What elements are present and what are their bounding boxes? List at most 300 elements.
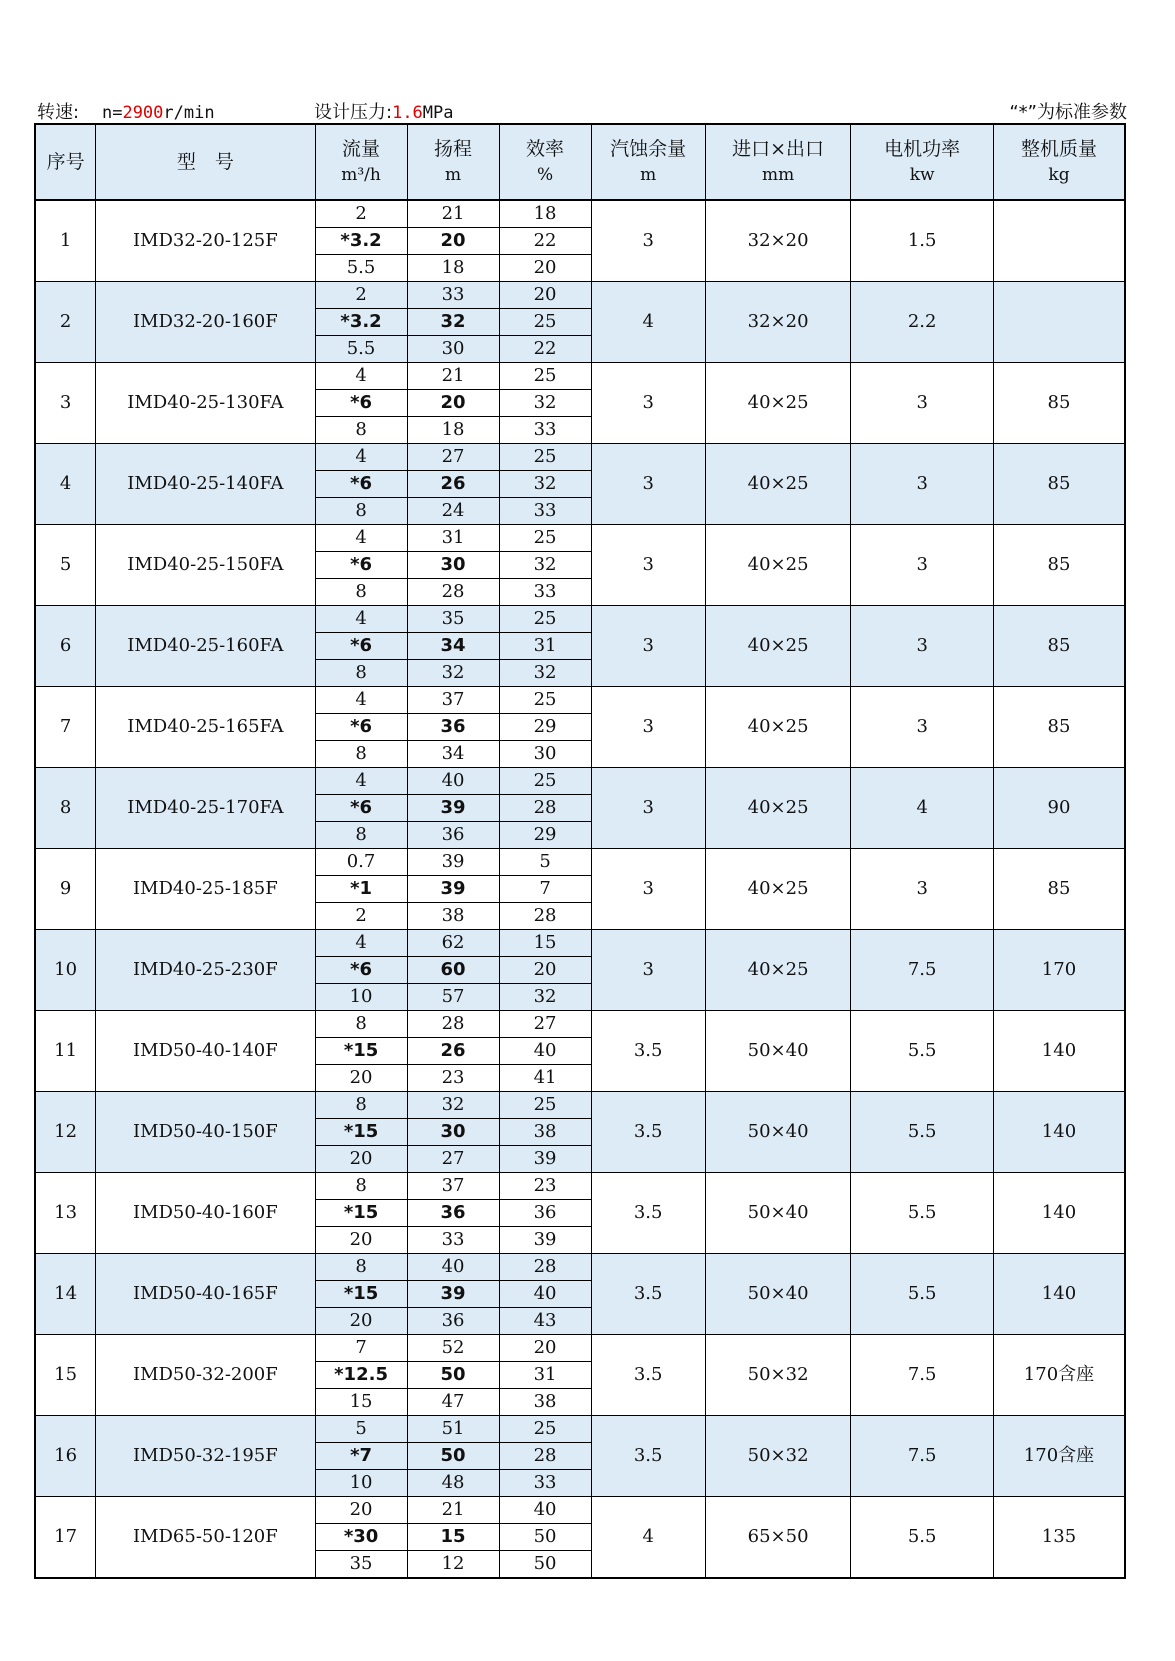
efficiency-cell: 39 (499, 1146, 591, 1173)
head-cell: 39 (407, 849, 499, 876)
efficiency-cell: 25 (499, 1092, 591, 1119)
inlet-outlet-cell: 40×25 (705, 849, 851, 930)
efficiency-cell: 41 (499, 1065, 591, 1092)
flow-cell: 2 (315, 903, 407, 930)
column-unit: m (640, 165, 657, 185)
head-cell: 36 (407, 822, 499, 849)
efficiency-cell: 28 (499, 1254, 591, 1281)
table-row (35, 282, 1125, 309)
head-cell: 51 (407, 1416, 499, 1443)
efficiency-cell: 29 (499, 714, 591, 741)
flow-cell: 8 (315, 741, 407, 768)
npsh-cell: 3.5 (591, 1416, 705, 1497)
mass-cell: 140 (993, 1011, 1125, 1092)
efficiency-cell: 33 (499, 498, 591, 525)
head-cell: 39 (407, 795, 499, 822)
row-number: 17 (35, 1497, 96, 1579)
motor-power-cell: 5.5 (851, 1497, 994, 1579)
inlet-outlet-cell: 50×40 (705, 1173, 851, 1254)
row-number: 3 (35, 363, 96, 444)
table-row (35, 200, 1125, 228)
flow-cell: *6 (315, 957, 407, 984)
flow-cell: *15 (315, 1119, 407, 1146)
pressure-spec (314, 98, 454, 124)
flow-cell: 4 (315, 606, 407, 633)
head-cell: 30 (407, 336, 499, 363)
head-cell: 32 (407, 660, 499, 687)
motor-power-cell: 4 (851, 768, 994, 849)
column-label: 扬程 (434, 138, 473, 160)
head-cell: 23 (407, 1065, 499, 1092)
flow-cell: 10 (315, 984, 407, 1011)
efficiency-cell: 31 (499, 1362, 591, 1389)
efficiency-cell: 31 (499, 633, 591, 660)
mass-cell: 90 (993, 768, 1125, 849)
mass-cell: 85 (993, 363, 1125, 444)
head-cell: 39 (407, 1281, 499, 1308)
table-row (35, 768, 1125, 795)
head-cell: 36 (407, 1308, 499, 1335)
row-number: 5 (35, 525, 96, 606)
flow-cell: 8 (315, 822, 407, 849)
npsh-cell: 3 (591, 525, 705, 606)
flow-cell: 4 (315, 687, 407, 714)
flow-cell: 4 (315, 444, 407, 471)
flow-cell: 35 (315, 1551, 407, 1579)
efficiency-cell: 7 (499, 876, 591, 903)
efficiency-cell: 33 (499, 417, 591, 444)
efficiency-cell: 36 (499, 1200, 591, 1227)
head-cell: 30 (407, 552, 499, 579)
table-row (35, 606, 1125, 633)
efficiency-cell: 25 (499, 768, 591, 795)
head-cell: 27 (407, 1146, 499, 1173)
efficiency-cell: 25 (499, 309, 591, 336)
npsh-cell: 3.5 (591, 1254, 705, 1335)
efficiency-cell: 25 (499, 606, 591, 633)
table-row (35, 444, 1125, 471)
head-cell: 26 (407, 1038, 499, 1065)
column-label: 进口×出口 (732, 138, 825, 160)
mass-cell: 85 (993, 525, 1125, 606)
column-unit: kw (909, 165, 935, 185)
mass-cell: 85 (993, 444, 1125, 525)
npsh-cell: 3 (591, 849, 705, 930)
head-cell: 18 (407, 255, 499, 282)
flow-cell: 2 (315, 200, 407, 228)
head-cell: 36 (407, 1200, 499, 1227)
efficiency-cell: 18 (499, 200, 591, 228)
head-cell: 48 (407, 1470, 499, 1497)
table-header-row (35, 124, 1125, 200)
head-cell: 47 (407, 1389, 499, 1416)
table-row (35, 1092, 1125, 1119)
flow-cell: *6 (315, 552, 407, 579)
efficiency-cell: 25 (499, 1416, 591, 1443)
row-number: 10 (35, 930, 96, 1011)
flow-cell: 8 (315, 1011, 407, 1038)
inlet-outlet-cell: 50×32 (705, 1416, 851, 1497)
pump-spec-table (34, 123, 1126, 1579)
column-label: 汽蚀余量 (610, 138, 687, 160)
flow-cell: *7 (315, 1443, 407, 1470)
head-cell: 32 (407, 1092, 499, 1119)
inlet-outlet-cell: 50×40 (705, 1254, 851, 1335)
flow-cell: *1 (315, 876, 407, 903)
head-cell: 20 (407, 390, 499, 417)
inlet-outlet-cell: 32×20 (705, 282, 851, 363)
efficiency-cell: 32 (499, 660, 591, 687)
model-cell: IMD50-32-195F (96, 1416, 315, 1497)
motor-power-cell: 7.5 (851, 930, 994, 1011)
efficiency-cell: 25 (499, 363, 591, 390)
inlet-outlet-cell: 40×25 (705, 363, 851, 444)
mass-cell: 85 (993, 849, 1125, 930)
flow-cell: 15 (315, 1389, 407, 1416)
mass-cell (993, 200, 1125, 282)
inlet-outlet-cell: 40×25 (705, 768, 851, 849)
motor-power-cell: 5.5 (851, 1254, 994, 1335)
flow-cell: 4 (315, 363, 407, 390)
speed-value: 2900 (122, 103, 164, 123)
head-cell: 50 (407, 1443, 499, 1470)
inlet-outlet-cell: 40×25 (705, 525, 851, 606)
flow-cell: *3.2 (315, 309, 407, 336)
model-cell: IMD50-40-140F (96, 1011, 315, 1092)
npsh-cell: 3.5 (591, 1092, 705, 1173)
inlet-outlet-cell: 50×32 (705, 1335, 851, 1416)
efficiency-cell: 32 (499, 390, 591, 417)
mass-cell: 140 (993, 1092, 1125, 1173)
motor-power-cell: 7.5 (851, 1416, 994, 1497)
inlet-outlet-cell: 40×25 (705, 930, 851, 1011)
head-cell: 12 (407, 1551, 499, 1579)
mass-cell: 135 (993, 1497, 1125, 1579)
motor-power-cell: 3 (851, 606, 994, 687)
efficiency-cell: 27 (499, 1011, 591, 1038)
npsh-cell: 3 (591, 606, 705, 687)
column-label: 整机质量 (1020, 138, 1097, 160)
standard-note: “*”为标准参数 (1009, 102, 1127, 123)
pressure-label: 设计压力: (314, 102, 393, 123)
npsh-cell: 3.5 (591, 1335, 705, 1416)
head-cell: 24 (407, 498, 499, 525)
row-number: 9 (35, 849, 96, 930)
head-cell: 15 (407, 1524, 499, 1551)
col-model-header (96, 124, 315, 200)
head-cell: 38 (407, 903, 499, 930)
column-unit: m (445, 165, 462, 185)
motor-power-cell: 2.2 (851, 282, 994, 363)
efficiency-cell: 5 (499, 849, 591, 876)
flow-cell: 5.5 (315, 255, 407, 282)
mass-cell: 170含座 (993, 1416, 1125, 1497)
npsh-cell: 3.5 (591, 1011, 705, 1092)
flow-cell: *15 (315, 1200, 407, 1227)
flow-cell: *15 (315, 1281, 407, 1308)
flow-cell: 8 (315, 1173, 407, 1200)
head-cell: 35 (407, 606, 499, 633)
table-row (35, 930, 1125, 957)
col-mass-header (993, 124, 1125, 200)
efficiency-cell: 20 (499, 255, 591, 282)
head-cell: 33 (407, 1227, 499, 1254)
flow-cell: 20 (315, 1308, 407, 1335)
efficiency-cell: 28 (499, 903, 591, 930)
inlet-outlet-cell: 40×25 (705, 444, 851, 525)
model-cell: IMD40-25-140FA (96, 444, 315, 525)
mass-cell: 140 (993, 1173, 1125, 1254)
efficiency-cell: 43 (499, 1308, 591, 1335)
npsh-cell: 3 (591, 363, 705, 444)
efficiency-cell: 38 (499, 1389, 591, 1416)
motor-power-cell: 3 (851, 363, 994, 444)
motor-power-cell: 3 (851, 444, 994, 525)
efficiency-cell: 20 (499, 282, 591, 309)
efficiency-cell: 33 (499, 1470, 591, 1497)
flow-cell: 20 (315, 1065, 407, 1092)
model-cell: IMD40-25-150FA (96, 525, 315, 606)
column-label: 电机功率 (884, 138, 961, 160)
flow-cell: 4 (315, 768, 407, 795)
head-cell: 37 (407, 687, 499, 714)
efficiency-cell: 40 (499, 1497, 591, 1524)
efficiency-cell: 40 (499, 1038, 591, 1065)
table-row (35, 1011, 1125, 1038)
head-cell: 50 (407, 1362, 499, 1389)
flow-cell: *6 (315, 390, 407, 417)
model-cell: IMD40-25-185F (96, 849, 315, 930)
npsh-cell: 3 (591, 930, 705, 1011)
head-cell: 36 (407, 714, 499, 741)
inlet-outlet-cell: 40×25 (705, 687, 851, 768)
flow-cell: *6 (315, 471, 407, 498)
row-number: 13 (35, 1173, 96, 1254)
model-cell: IMD40-25-165FA (96, 687, 315, 768)
npsh-cell: 3 (591, 687, 705, 768)
head-cell: 21 (407, 200, 499, 228)
mass-cell: 140 (993, 1254, 1125, 1335)
col-efficiency-header (499, 124, 591, 200)
flow-cell: 5.5 (315, 336, 407, 363)
model-cell: IMD40-25-230F (96, 930, 315, 1011)
flow-cell: 5 (315, 1416, 407, 1443)
flow-cell: 20 (315, 1227, 407, 1254)
motor-power-cell: 7.5 (851, 1335, 994, 1416)
mass-cell: 85 (993, 687, 1125, 768)
efficiency-cell: 33 (499, 579, 591, 606)
efficiency-cell: 32 (499, 471, 591, 498)
efficiency-cell: 39 (499, 1227, 591, 1254)
flow-cell: 0.7 (315, 849, 407, 876)
flow-cell: *12.5 (315, 1362, 407, 1389)
head-cell: 39 (407, 876, 499, 903)
efficiency-cell: 20 (499, 957, 591, 984)
speed-prefix: n= (101, 103, 123, 123)
model-cell: IMD50-32-200F (96, 1335, 315, 1416)
table-body (35, 200, 1125, 1578)
motor-power-cell: 5.5 (851, 1092, 994, 1173)
row-number: 14 (35, 1254, 96, 1335)
efficiency-cell: 15 (499, 930, 591, 957)
flow-cell: *3.2 (315, 228, 407, 255)
head-cell: 28 (407, 1011, 499, 1038)
npsh-cell: 4 (591, 282, 705, 363)
flow-cell: *6 (315, 795, 407, 822)
model-cell: IMD50-40-165F (96, 1254, 315, 1335)
mass-cell (993, 282, 1125, 363)
inlet-outlet-cell: 40×25 (705, 606, 851, 687)
col-no-header (35, 124, 96, 200)
head-cell: 34 (407, 633, 499, 660)
efficiency-cell: 32 (499, 984, 591, 1011)
head-cell: 28 (407, 579, 499, 606)
npsh-cell: 4 (591, 1497, 705, 1579)
flow-cell: *6 (315, 714, 407, 741)
flow-cell: 10 (315, 1470, 407, 1497)
head-cell: 40 (407, 1254, 499, 1281)
head-cell: 30 (407, 1119, 499, 1146)
flow-cell: *30 (315, 1524, 407, 1551)
flow-cell: 8 (315, 579, 407, 606)
pressure-value: 1.6 (392, 103, 423, 123)
col-head-header (407, 124, 499, 200)
column-label: 流量 (342, 138, 381, 160)
efficiency-cell: 22 (499, 228, 591, 255)
flow-cell: 7 (315, 1335, 407, 1362)
flow-cell: 20 (315, 1146, 407, 1173)
row-number: 4 (35, 444, 96, 525)
efficiency-cell: 28 (499, 795, 591, 822)
head-cell: 20 (407, 228, 499, 255)
model-cell: IMD40-25-130FA (96, 363, 315, 444)
head-cell: 21 (407, 363, 499, 390)
npsh-cell: 3 (591, 768, 705, 849)
motor-power-cell: 5.5 (851, 1173, 994, 1254)
flow-cell: *15 (315, 1038, 407, 1065)
table-row (35, 1416, 1125, 1443)
inlet-outlet-cell: 65×50 (705, 1497, 851, 1579)
efficiency-cell: 40 (499, 1281, 591, 1308)
row-number: 16 (35, 1416, 96, 1497)
npsh-cell: 3 (591, 444, 705, 525)
column-unit: kg (1048, 165, 1070, 185)
speed-spec (37, 98, 215, 124)
column-label: 型 号 (176, 151, 234, 173)
table-row (35, 849, 1125, 876)
flow-cell: 8 (315, 660, 407, 687)
column-label: 效率 (526, 138, 565, 160)
row-number: 11 (35, 1011, 96, 1092)
npsh-cell: 3 (591, 200, 705, 282)
head-cell: 57 (407, 984, 499, 1011)
table-row (35, 1497, 1125, 1524)
mass-cell: 85 (993, 606, 1125, 687)
page-header (37, 98, 1127, 122)
flow-cell: 8 (315, 417, 407, 444)
row-number: 6 (35, 606, 96, 687)
efficiency-cell: 38 (499, 1119, 591, 1146)
efficiency-cell: 25 (499, 444, 591, 471)
row-number: 12 (35, 1092, 96, 1173)
col-motor-power-header (851, 124, 994, 200)
model-cell: IMD32-20-125F (96, 200, 315, 282)
head-cell: 52 (407, 1335, 499, 1362)
head-cell: 34 (407, 741, 499, 768)
column-unit: mm (761, 165, 795, 185)
flow-cell: 20 (315, 1497, 407, 1524)
head-cell: 27 (407, 444, 499, 471)
efficiency-cell: 29 (499, 822, 591, 849)
model-cell: IMD65-50-120F (96, 1497, 315, 1579)
row-number: 15 (35, 1335, 96, 1416)
column-unit: m³/h (341, 165, 381, 185)
efficiency-cell: 50 (499, 1524, 591, 1551)
col-flow-header (315, 124, 407, 200)
head-cell: 21 (407, 1497, 499, 1524)
motor-power-cell: 3 (851, 687, 994, 768)
head-cell: 32 (407, 309, 499, 336)
column-unit: % (536, 165, 554, 185)
efficiency-cell: 30 (499, 741, 591, 768)
mass-cell: 170含座 (993, 1335, 1125, 1416)
table-row (35, 363, 1125, 390)
head-cell: 60 (407, 957, 499, 984)
head-cell: 18 (407, 417, 499, 444)
efficiency-cell: 22 (499, 336, 591, 363)
flow-cell: 8 (315, 498, 407, 525)
efficiency-cell: 50 (499, 1551, 591, 1579)
model-cell: IMD50-40-160F (96, 1173, 315, 1254)
motor-power-cell: 3 (851, 849, 994, 930)
table-row (35, 1254, 1125, 1281)
motor-power-cell: 1.5 (851, 200, 994, 282)
head-cell: 62 (407, 930, 499, 957)
flow-cell: 2 (315, 282, 407, 309)
motor-power-cell: 3 (851, 525, 994, 606)
head-cell: 37 (407, 1173, 499, 1200)
col-npsh-header (591, 124, 705, 200)
column-label: 序号 (46, 151, 85, 173)
pressure-unit: MPa (422, 103, 454, 123)
efficiency-cell: 32 (499, 552, 591, 579)
efficiency-cell: 28 (499, 1443, 591, 1470)
mass-cell: 170 (993, 930, 1125, 1011)
model-cell: IMD40-25-170FA (96, 768, 315, 849)
speed-label: 转速: (37, 102, 80, 123)
flow-cell: *6 (315, 633, 407, 660)
motor-power-cell: 5.5 (851, 1011, 994, 1092)
row-number: 1 (35, 200, 96, 282)
efficiency-cell: 20 (499, 1335, 591, 1362)
table-row (35, 525, 1125, 552)
head-cell: 33 (407, 282, 499, 309)
inlet-outlet-cell: 50×40 (705, 1092, 851, 1173)
model-cell: IMD50-40-150F (96, 1092, 315, 1173)
flow-cell: 8 (315, 1254, 407, 1281)
flow-cell: 4 (315, 930, 407, 957)
row-number: 2 (35, 282, 96, 363)
flow-cell: 4 (315, 525, 407, 552)
col-inlet-outlet-header (705, 124, 851, 200)
inlet-outlet-cell: 50×40 (705, 1011, 851, 1092)
speed-unit: r/min (163, 103, 215, 123)
flow-cell: 8 (315, 1092, 407, 1119)
efficiency-cell: 25 (499, 525, 591, 552)
table-row (35, 687, 1125, 714)
table-row (35, 1173, 1125, 1200)
row-number: 7 (35, 687, 96, 768)
